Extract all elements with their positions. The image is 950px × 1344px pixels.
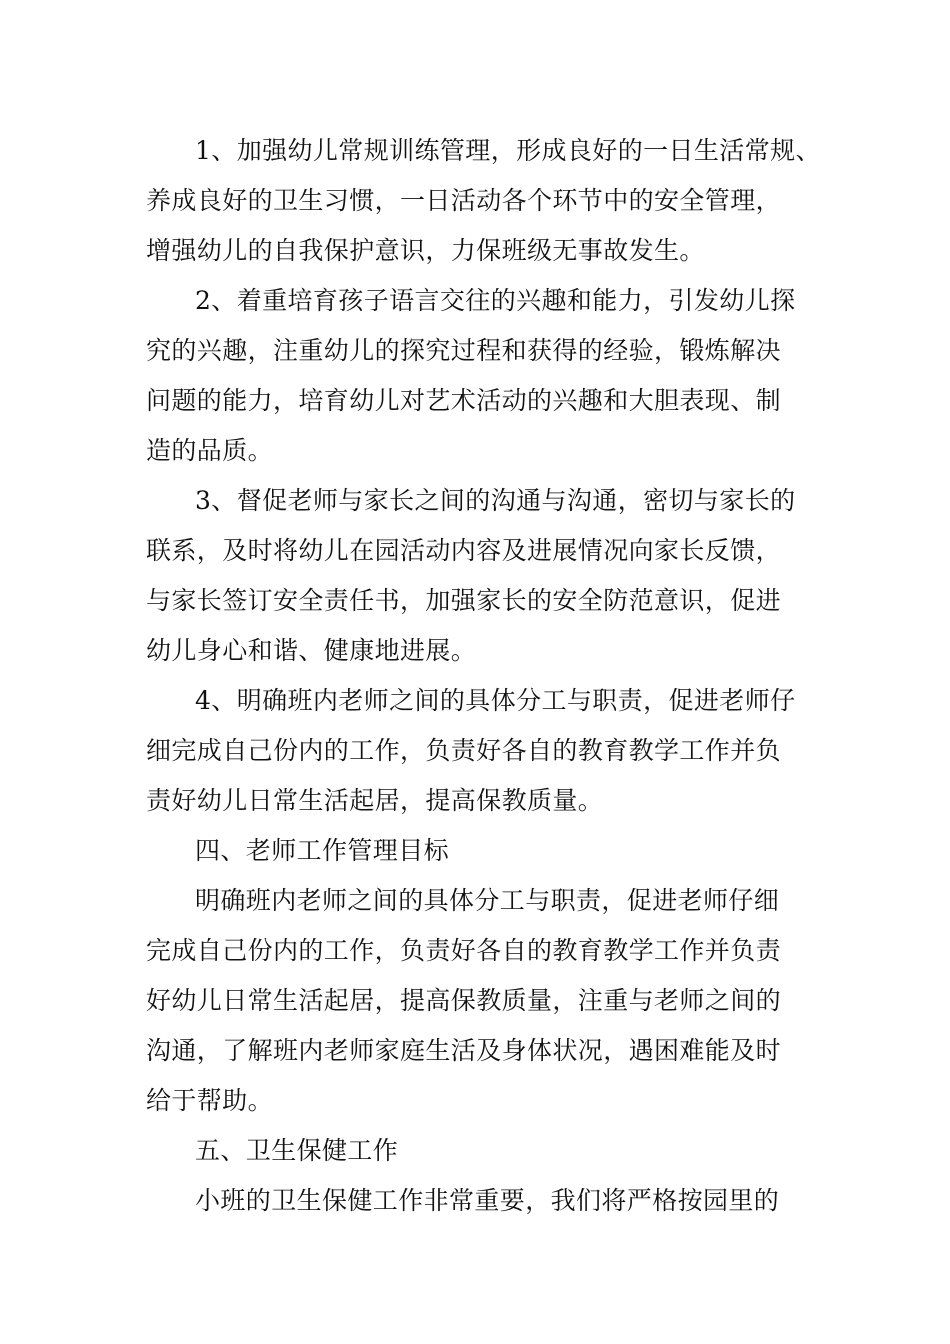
paragraph-2-line-3: 问题的能力，培育幼儿对艺术活动的兴趣和大胆表现、制 bbox=[146, 386, 782, 415]
paragraph-4-line-1: 4、明确班内老师之间的具体分工与职责，促进老师仔 bbox=[195, 686, 796, 715]
paragraph-1-line-3: 增强幼儿的自我保护意识，力保班级无事故发生。 bbox=[146, 236, 705, 265]
paragraph-2-line-2: 究的兴趣，注重幼儿的探究过程和获得的经验，锻炼解决 bbox=[146, 336, 782, 365]
paragraph-1-line-2: 养成良好的卫生习惯，一日活动各个环节中的安全管理， bbox=[146, 186, 782, 215]
paragraph-3-line-2: 联系，及时将幼儿在园活动内容及进展情况向家长反馈， bbox=[146, 536, 782, 565]
paragraph-6-line-1: 小班的卫生保健工作非常重要，我们将严格按园里的 bbox=[195, 1186, 780, 1215]
paragraph-5-line-2: 完成自己份内的工作，负责好各自的教育教学工作并负责 bbox=[146, 936, 782, 965]
paragraph-4-line-2: 细完成自己份内的工作，负责好各自的教育教学工作并负 bbox=[146, 736, 782, 765]
paragraph-3-line-4: 幼儿身心和谐、健康地进展。 bbox=[146, 636, 477, 665]
paragraph-1-line-1: 1、加强幼儿常规训练管理，形成良好的一日生活常规、 bbox=[195, 136, 821, 165]
section-heading-4: 四、老师工作管理目标 bbox=[195, 836, 450, 865]
paragraph-2-line-4: 造的品质。 bbox=[146, 436, 274, 465]
paragraph-5-line-1: 明确班内老师之间的具体分工与职责，促进老师仔细 bbox=[195, 886, 780, 915]
section-heading-5: 五、卫生保健工作 bbox=[195, 1136, 399, 1165]
paragraph-5-line-3: 好幼儿日常生活起居，提高保教质量，注重与老师之间的 bbox=[146, 986, 782, 1015]
paragraph-5-line-4: 沟通，了解班内老师家庭生活及身体状况，遇困难能及时 bbox=[146, 1036, 782, 1065]
paragraph-3-line-1: 3、督促老师与家长之间的沟通与沟通，密切与家长的 bbox=[195, 486, 796, 515]
paragraph-5-line-5: 给于帮助。 bbox=[146, 1086, 274, 1115]
paragraph-2-line-1: 2、着重培育孩子语言交往的兴趣和能力，引发幼儿探 bbox=[195, 286, 796, 315]
paragraph-3-line-3: 与家长签订安全责任书，加强家长的安全防范意识，促进 bbox=[146, 586, 782, 615]
paragraph-4-line-3: 责好幼儿日常生活起居，提高保教质量。 bbox=[146, 786, 604, 815]
